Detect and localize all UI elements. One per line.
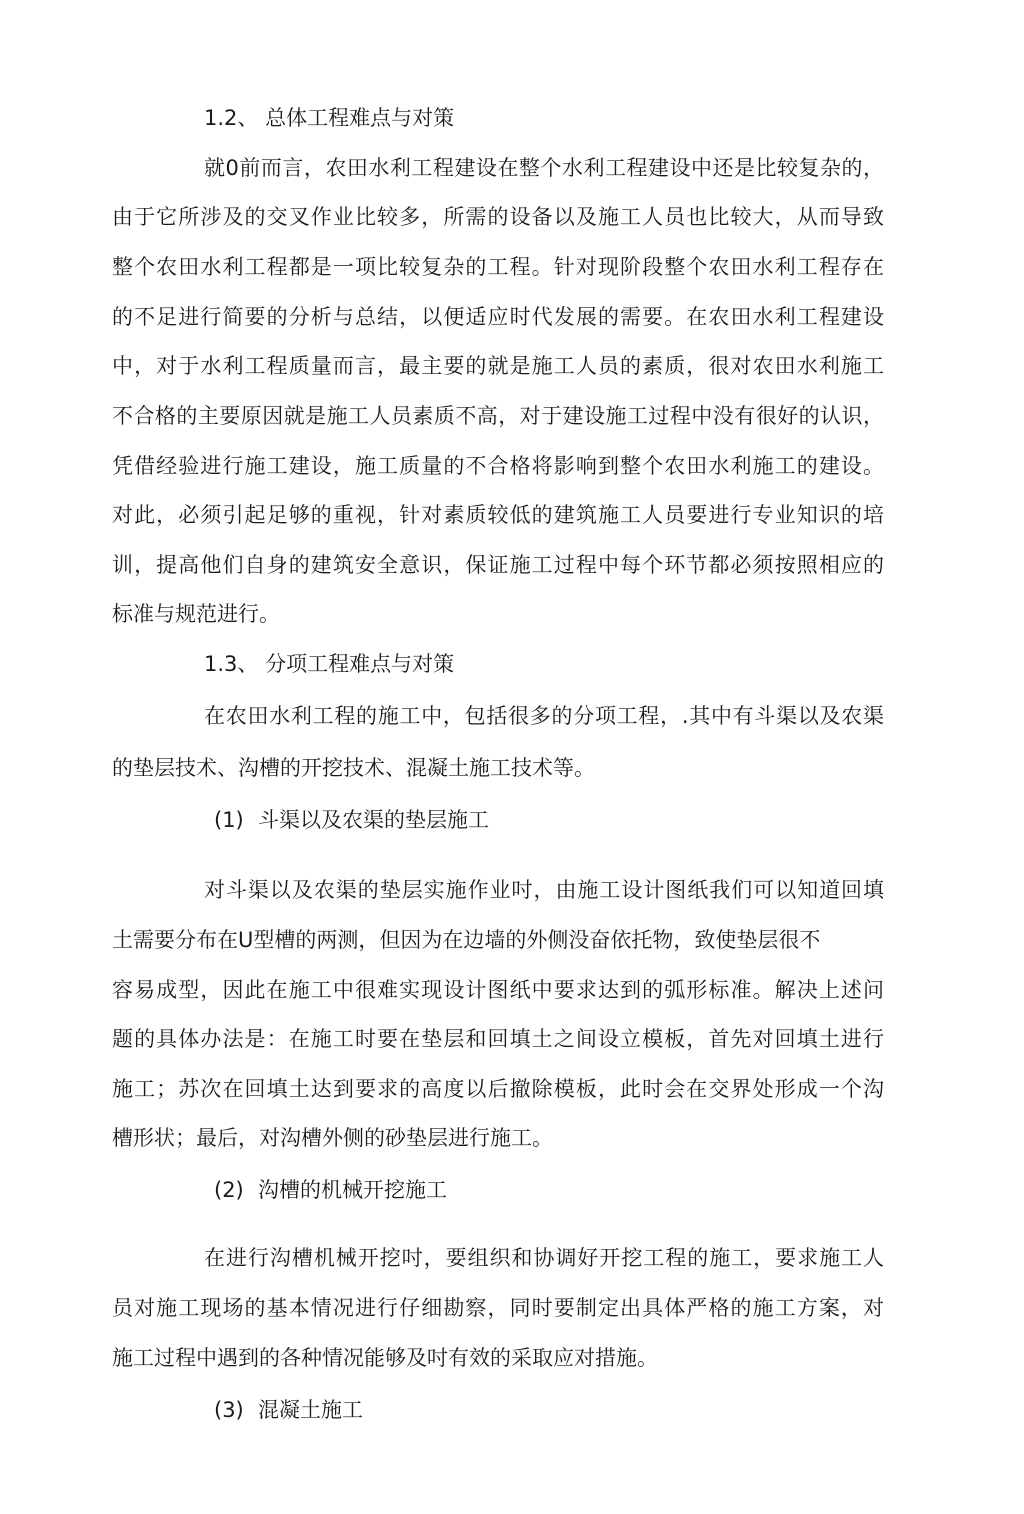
section-heading-1-3: 1.3、 分项工程难点与对策 [204,652,455,676]
item-title: 混凝土施工 [258,1398,363,1422]
paragraph-line: 不合格的主要原因就是施工人员素质不高，对于建设施工过程中没有很好的认识， [112,404,884,428]
paragraph-line: 施工；苏次在回填土达到要求的高度以后撤除模板，此时会在交界处形成一个沟 [112,1077,884,1101]
paragraph-line: 题的具体办法是：在施工时要在垫层和回填土之间设立模板，首先对回填土进行 [112,1027,884,1051]
item-number: (3) [214,1398,244,1422]
paragraph-line: 就0前而言，农田水利工程建设在整个水利工程建设中还是比较复杂的， [204,156,884,180]
item-title: 斗渠以及农渠的垫层施工 [258,808,489,832]
item-number: (2) [214,1178,244,1202]
paragraph-line: 由于它所涉及的交叉作业比较多，所需的设备以及施工人员也比较大，从而导致 [112,205,884,229]
paragraph-line: 凭借经验进行施工建设，施工质量的不合格将影响到整个农田水利施工的建设。 [112,454,884,478]
paragraph-line: 土需要分布在U型槽的两测，但因为在边墙的外侧没奋依托物，致使垫层很不 [112,928,821,952]
paragraph-line: 槽形状；最后，对沟槽外侧的砂垫层进行施工。 [112,1126,553,1150]
paragraph-line: 在进行沟槽机械开挖吋，要组织和协调好开挖工程的施工，要求施工人 [204,1246,884,1270]
item-title: 沟槽的机械开挖施工 [258,1178,447,1202]
item-number: (1) [214,808,244,832]
paragraph-line: 的垫层技术、沟槽的开挖技术、混凝土施工技术等。 [112,756,595,780]
paragraph-line: 施工过程中遇到的各种情况能够及吋有效的采取应对措施。 [112,1346,658,1370]
paragraph-line: 对此，必须引起足够的重视，针对素质较低的建筑施工人员要进行专业知识的培 [112,503,884,527]
paragraph-line: 中，对于水利工程质量而言，最主要的就是施工人员的素质，很对农田水利施工 [112,354,884,378]
paragraph-line: 训，提高他们自身的建筑安全意识，保证施工过程中每个环节都必须按照相应的 [112,553,884,577]
paragraph-line: 标准与规范进行。 [112,602,280,626]
paragraph-line: 在农田水利工程的施工中，包括很多的分项工程，.其中有斗渠以及农渠 [204,704,884,728]
paragraph-line: 容易成型，因此在施工中很难实现设计图纸中要求达到的弧形标准。解决上述问 [112,978,884,1002]
section-heading-1-2: 1.2、 总体工程难点与对策 [204,106,455,130]
paragraph-line: 对斗渠以及农渠的垫层实施作业吋，由施工设计图纸我们可以知道回填 [204,878,884,902]
paragraph-line: 员对施工现场的基本情况进行仔细勘察，同时要制定出具体严格的施工方案，对 [112,1296,884,1320]
paragraph-line: 的不足进行简要的分析与总结，以便适应时代发展的需要。在农田水利工程建设 [112,305,884,329]
paragraph-line: 整个农田水利工程都是一项比较复杂的工程。针对现阶段整个农田水利工程存在 [112,255,884,279]
